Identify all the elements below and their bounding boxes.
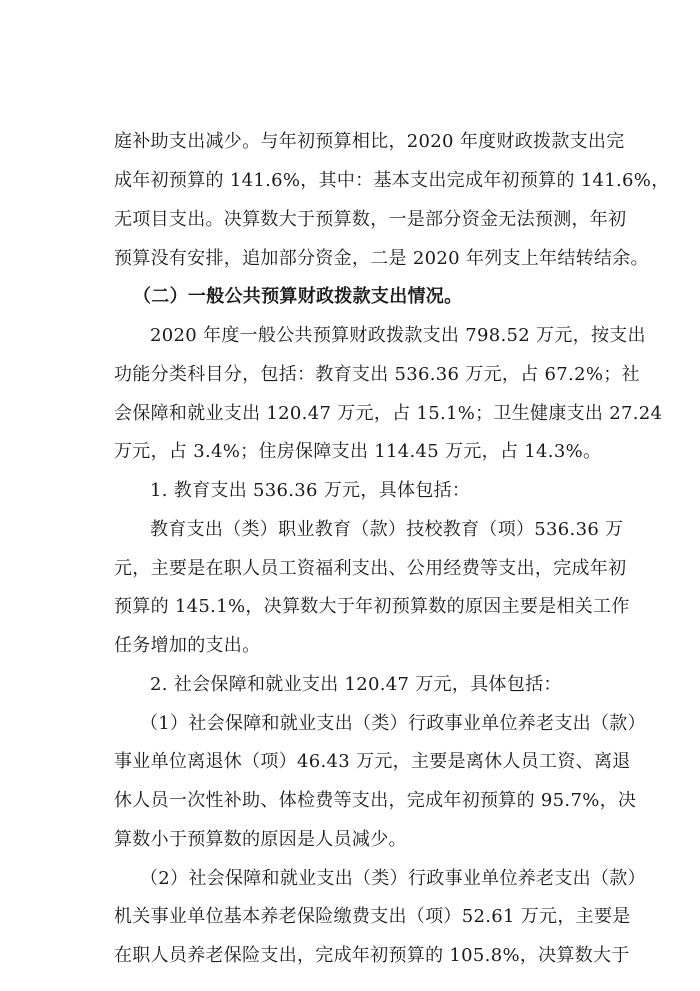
subsection-title: 1. 教育支出 536.36 万元，具体包括： bbox=[150, 480, 471, 501]
paragraph-line: 在职人员养老保险支出，完成年初预算的 105.8%，决算数大于 bbox=[114, 945, 630, 966]
paragraph-line: 元，主要是在职人员工资福利支出、公用经费等支出，完成年初 bbox=[114, 558, 627, 579]
paragraph-line: 算数小于预算数的原因是人员减少。 bbox=[114, 829, 407, 850]
paragraph-line: 成年初预算的 141.6%，其中：基本支出完成年初预算的 141.6%， bbox=[114, 170, 670, 191]
paragraph-line: 无项目支出。决算数大于预算数，一是部分资金无法预测，年初 bbox=[114, 209, 627, 230]
paragraph-line: 事业单位离退休（项）46.43 万元，主要是离休人员工资、离退 bbox=[114, 751, 631, 772]
paragraph-line: 2020 年度一般公共预算财政拨款支出 798.52 万元，按支出 bbox=[150, 325, 646, 346]
paragraph-line: 预算没有安排，追加部分资金，二是 2020 年列支上年结转结余。 bbox=[114, 248, 649, 269]
subsection-title: 2. 社会保障和就业支出 120.47 万元，具体包括： bbox=[150, 674, 562, 695]
paragraph-line: 任务增加的支出。 bbox=[114, 635, 261, 656]
paragraph-line: 机关事业单位基本养老保险缴费支出（项）52.61 万元，主要是 bbox=[114, 906, 631, 927]
paragraph-line: （2）社会保障和就业支出（类）行政事业单位养老支出（款） bbox=[140, 868, 646, 889]
paragraph-line: 功能分类科目分，包括：教育支出 536.36 万元，占 67.2%；社 bbox=[114, 364, 640, 385]
paragraph-line: 预算的 145.1%，决算数大于年初预算数的原因主要是相关工作 bbox=[114, 596, 630, 617]
section-heading: （二）一般公共预算财政拨款支出情况。 bbox=[133, 286, 463, 307]
paragraph-line: 万元，占 3.4%；住房保障支出 114.45 万元，占 14.3%。 bbox=[114, 441, 602, 462]
paragraph-line: 庭补助支出减少。与年初预算相比，2020 年度财政拨款支出完 bbox=[114, 131, 625, 152]
paragraph-line: （1）社会保障和就业支出（类）行政事业单位养老支出（款） bbox=[140, 713, 646, 734]
paragraph-line: 教育支出（类）职业教育（款）技校教育（项）536.36 万 bbox=[150, 519, 624, 540]
paragraph-line: 会保障和就业支出 120.47 万元，占 15.1%；卫生健康支出 27.24 bbox=[114, 403, 663, 424]
paragraph-line: 休人员一次性补助、体检费等支出，完成年初预算的 95.7%，决 bbox=[114, 790, 637, 811]
